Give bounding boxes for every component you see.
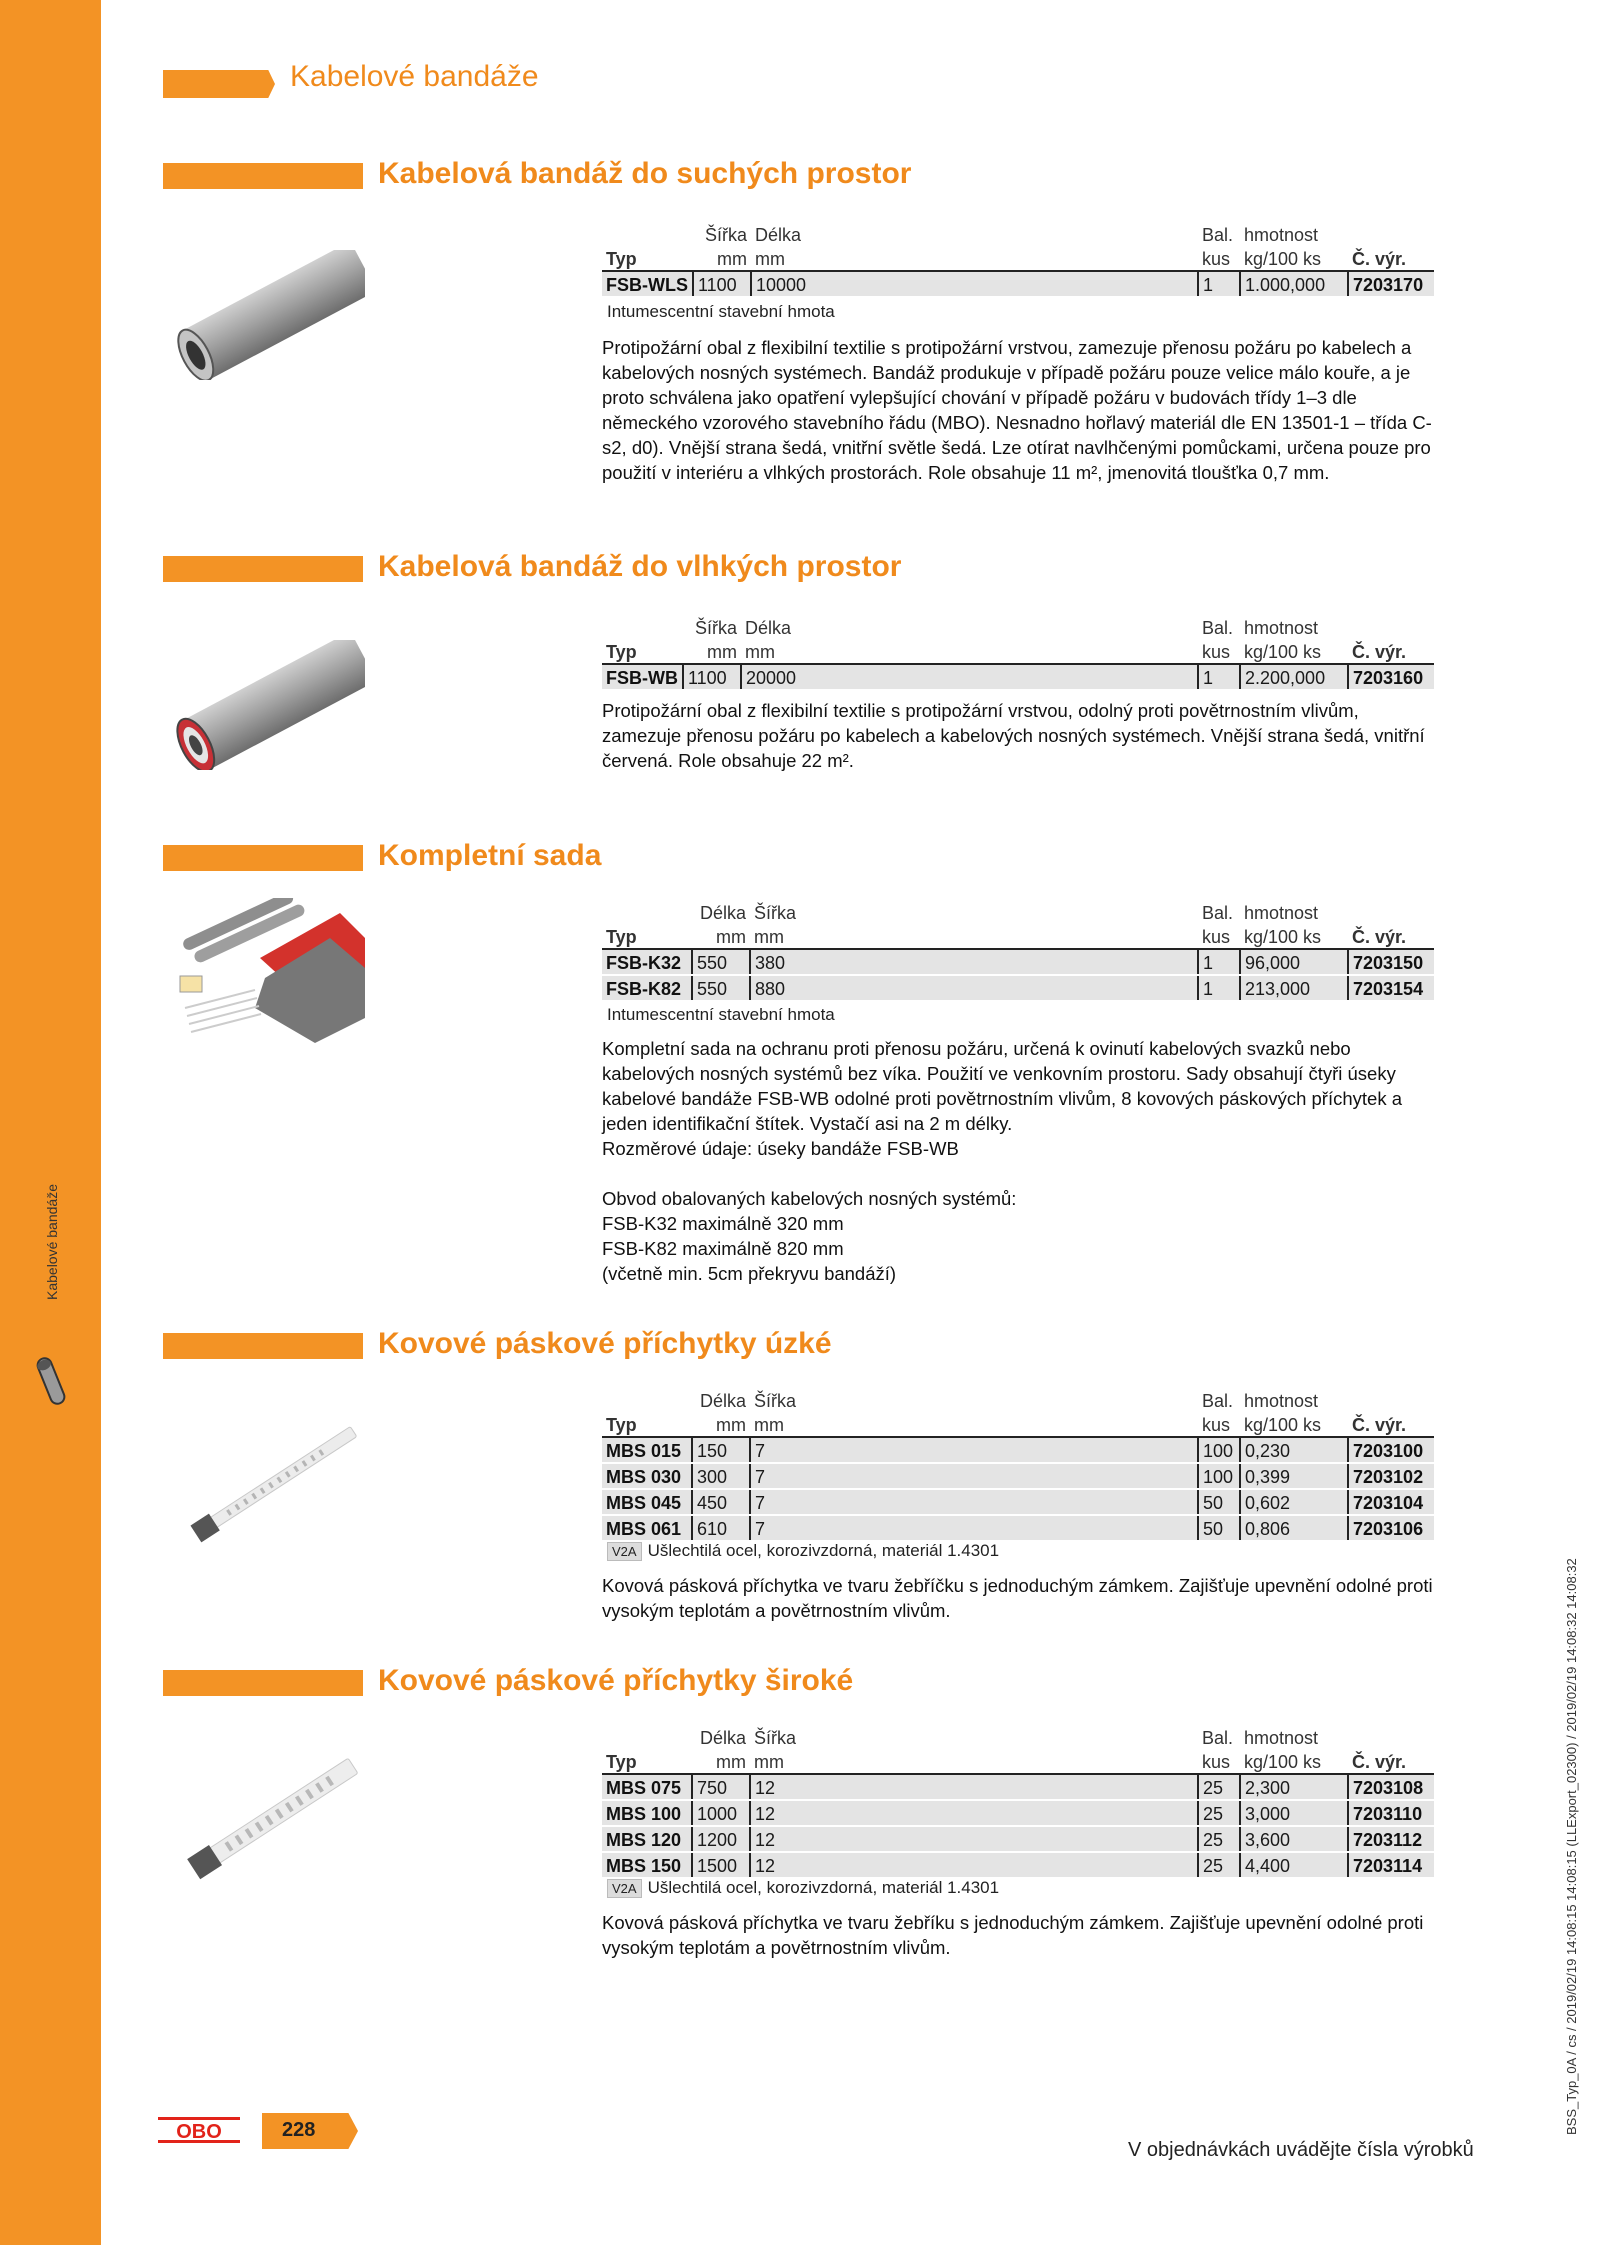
section-title: Kompletní sada	[378, 839, 602, 872]
section-accent-bar	[163, 845, 363, 871]
table-row: FSB-WB 1100 20000 1 2.200,000 7203160	[602, 664, 1434, 690]
col-unit: kg/100 ks	[1240, 246, 1348, 271]
table-row: FSB-K82 550 880 1 213,000 7203154	[602, 975, 1434, 1001]
spec-table	[602, 1388, 1434, 1542]
sidebar-stripe	[0, 0, 101, 2245]
spec-table	[602, 900, 1434, 1002]
table-row: FSB-WLS 1100 10000 1 1.000,000 7203170	[602, 271, 1434, 297]
col-header: Typ	[602, 1749, 692, 1774]
col-unit: kg/100 ks	[1240, 924, 1348, 949]
table-row: MBS 061 610 7 50 0,806 7203106	[602, 1515, 1434, 1541]
col-unit: kus	[1198, 1412, 1240, 1437]
col-unit: mm	[692, 1412, 750, 1437]
page-number: 228	[282, 2119, 316, 2141]
footer-note: V objednávkách uvádějte čísla výrobků	[1128, 2139, 1474, 2161]
col-header: Délka	[699, 1391, 746, 1411]
obo-logo	[158, 2115, 240, 2145]
svg-text:OBO: OBO	[176, 2121, 222, 2143]
col-header: Bal.	[1202, 618, 1234, 638]
material-note: Intumescentní stavební hmota	[607, 1005, 835, 1024]
col-header: Délka	[754, 225, 802, 245]
col-unit: kg/100 ks	[1240, 1412, 1348, 1437]
material-badge: V2A	[607, 1542, 642, 1561]
section-accent-bar	[163, 1333, 363, 1359]
col-unit: mm	[750, 1412, 1198, 1437]
description: Protipožární obal z flexibilní textilie s protipožární vrstvou, odolný proti povětrnostním vlivům, zamezuje přenosu požáru po kabelech a kabelových nosných systémech. Vnější strana šedá, vnitřní červená. Role obsahuje 22 m².	[602, 700, 1425, 771]
cable-wrap-roll-icon	[34, 1355, 74, 1410]
table-row: MBS 100 1000 12 25 3,000 7203110	[602, 1800, 1434, 1826]
col-header: Č. výr.	[1348, 924, 1434, 949]
print-metadata: BSS_Typ_0A / cs / 2019/02/19 14:08:15 14:08:15 (LLExport_02300) / 2019/02/19 14:08:32 14:08:32	[1564, 1558, 1579, 2135]
col-header: Č. výr.	[1348, 1749, 1434, 1774]
col-unit: kus	[1198, 639, 1240, 664]
complete-set-icon	[165, 898, 365, 1048]
col-header: Typ	[602, 924, 692, 949]
col-header: Bal.	[1202, 903, 1234, 923]
section-accent-bar	[163, 1670, 363, 1696]
col-header: Typ	[602, 246, 693, 271]
table-row: FSB-K32 550 380 1 96,000 7203150	[602, 949, 1434, 975]
col-unit: kg/100 ks	[1240, 1749, 1348, 1774]
description: Kovová pásková příchytka ve tvaru žebříčku s jednoduchým zámkem. Zajišťuje upevnění odolné proti vysokým teplotám a povětrnostním vlivům.	[602, 1575, 1433, 1621]
section-accent-bar	[163, 556, 363, 582]
table-row: MBS 045 450 7 50 0,602 7203104	[602, 1489, 1434, 1515]
header-accent-bar	[163, 70, 275, 98]
col-header: Délka	[699, 903, 746, 923]
section-accent-bar	[163, 163, 363, 189]
col-header: hmotnost	[1244, 903, 1319, 923]
col-unit: mm	[750, 1749, 1198, 1774]
material-note: V2A Ušlechtilá ocel, korozivzdorná, materiál 1.4301	[607, 1541, 999, 1561]
col-unit: mm	[693, 246, 751, 271]
section-title: Kabelová bandáž do vlhkých prostor	[378, 550, 902, 583]
material-note: V2A Ušlechtilá ocel, korozivzdorná, materiál 1.4301	[607, 1878, 999, 1898]
col-unit: mm	[692, 1749, 750, 1774]
description: Protipožární obal z flexibilní textilie s protipožární vrstvou, zamezuje přenosu požáru po kabelech a kabelových nosných systémech. Bandáž produkuje v případě požáru pouze velice málo kouře, a je proto schválena jako opatření vylepšující chování v případě požáru v budovách třídy 1–3 dle německého vzorového stavebního řádu (MBO). Nesnadno hořlavý materiál dle EN 13501-1 – třída C-s2, d0). Vnější strana šedá, vnitřní světle šedá. Lze otírat navlhčenými pomůckami, určena pouze pro použití v interiéru a vlhkých prostorách. Role obsahuje 11 m², jmenovitá tloušťka 0,7 mm.	[602, 337, 1432, 483]
section-title: Kovové páskové příchytky široké	[378, 1664, 854, 1697]
col-header: Délka	[744, 618, 792, 638]
narrow-steel-strap-icon	[180, 1415, 370, 1555]
col-unit: mm	[741, 639, 1198, 664]
material-badge: V2A	[607, 1879, 642, 1898]
spec-table	[602, 1725, 1434, 1879]
col-header: hmotnost	[1244, 1728, 1319, 1748]
section-title: Kovové páskové příchytky úzké	[378, 1327, 832, 1360]
col-header: Šířka	[754, 1391, 797, 1411]
col-unit: mm	[750, 924, 1198, 949]
table-row: MBS 015 150 7 100 0,230 7203100	[602, 1437, 1434, 1463]
section-title: Kabelová bandáž do suchých prostor	[378, 157, 912, 190]
table-row: MBS 120 1200 12 25 3,600 7203112	[602, 1826, 1434, 1852]
description: Kompletní sada na ochranu proti přenosu požáru, určená k ovinutí kabelových svazků nebo kabelových nosných systémů bez víka. Použití ve venkovním prostoru. Sady obsahují čtyři úseky kabelové bandáže FSB-WB odolné proti povětrnostním vlivům, 8 kovových páskových příchytek a jeden identifikační štítek. Vystačí asi na 2 m délky. Rozměrové údaje: úseky bandáže FSB-WB Obvod obalovaných kabelových nosných systémů: FSB-K32 maximálně 320 mm FSB-K82 maximálně 820 mm (včetně min. 5cm překryvu bandáží)	[602, 1038, 1402, 1284]
col-header: Délka	[699, 1728, 746, 1748]
col-unit: mm	[683, 639, 741, 664]
col-header: Šířka	[694, 618, 737, 638]
col-header: Bal.	[1202, 1728, 1234, 1748]
table-row: MBS 075 750 12 25 2,300 7203108	[602, 1774, 1434, 1800]
page-title: Kabelové bandáže	[290, 60, 539, 93]
spec-table	[602, 222, 1434, 298]
col-header: Bal.	[1202, 225, 1234, 245]
col-header: hmotnost	[1244, 1391, 1319, 1411]
col-header: Šířka	[754, 1728, 797, 1748]
col-header: Typ	[602, 639, 683, 664]
col-header: Č. výr.	[1348, 246, 1434, 271]
material-note: Intumescentní stavební hmota	[607, 302, 835, 321]
col-header: Šířka	[704, 225, 747, 245]
grey-roll-icon	[165, 250, 365, 380]
col-header: Typ	[602, 1412, 692, 1437]
col-unit: kg/100 ks	[1240, 639, 1348, 664]
col-header: Šířka	[754, 903, 797, 923]
col-header: hmotnost	[1244, 618, 1319, 638]
col-unit: mm	[692, 924, 750, 949]
col-unit: mm	[751, 246, 1198, 271]
spec-table	[602, 615, 1434, 691]
grey-red-roll-icon	[165, 640, 365, 770]
col-header: Bal.	[1202, 1391, 1234, 1411]
table-row: MBS 150 1500 12 25 4,400 7203114	[602, 1852, 1434, 1878]
col-header: hmotnost	[1244, 225, 1319, 245]
col-unit: kus	[1198, 246, 1240, 271]
col-unit: kus	[1198, 1749, 1240, 1774]
table-row: MBS 030 300 7 100 0,399 7203102	[602, 1463, 1434, 1489]
col-header: Č. výr.	[1348, 1412, 1434, 1437]
wide-steel-strap-icon	[180, 1750, 370, 1890]
col-header: Č. výr.	[1348, 639, 1434, 664]
sidebar-label: Kabelové bandáže	[44, 1184, 60, 1300]
col-unit: kus	[1198, 924, 1240, 949]
description: Kovová pásková příchytka ve tvaru žebříku s jednoduchým zámkem. Zajišťuje upevnění odolné proti vysokým teplotám a povětrnostním vlivům.	[602, 1912, 1424, 1958]
